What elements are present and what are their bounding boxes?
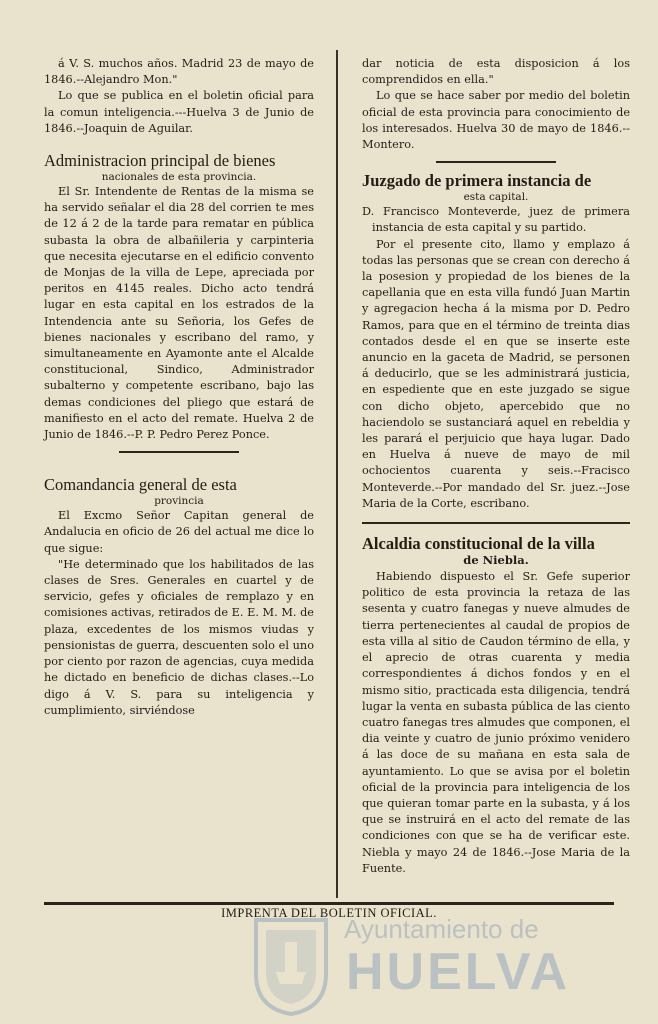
imprint-footer: IMPRENTA DEL BOLETIN OFICIAL. [221, 906, 437, 920]
section-subtitle: de Niebla. [463, 553, 529, 568]
left-column [44, 56, 314, 719]
right-column [362, 56, 630, 877]
section-subtitle: esta capital. [463, 191, 529, 204]
section-subtitle: nacionales de esta provincia. [101, 171, 257, 184]
watermark-line-1: Ayuntamiento de [344, 914, 539, 944]
section-title-juzgado: Juzgado de primera instancia de [362, 171, 592, 191]
watermark-line-2: HUELVA [346, 943, 571, 1001]
section-body: El Sr. Intendente de Rentas de la misma se ha servido señalar el dia 28 del corrien te mes de 12 á 2 de la tarde para rematar en pública subasta la obra de albañileria y carpinteria que necesita ejecutarse en el edificio convento de Monjas de la villa de Lepe, apreciada por peritos en 4145 reales. Dicho acto tendrá lugar en esta capital en los estrados de la Intendencia ante su Señoria, los Gefes de bienes nacionales y escribano del ramo, y simultaneamente en Ayamonte ante el Alcalde constitucional, Sindico, Administrador subalterno y competente escribano, bajo las demas condiciones del pliego que estará de manifiesto en el acto del remate. Huelva 2 de Junio de 1846.--P. P. Pedro Perez Ponce. [44, 185, 314, 442]
separator-rule [436, 161, 556, 163]
archive-watermark [252, 900, 658, 1024]
section-body: Por el presente cito, llamo y emplazo á todas las personas que se crean con derecho á la posesion y propiedad de los bienes de la capellania que en esta villa fundó Juan Martin y agregacion hecha á la misma por D. Pedro Ramos, para que en el término de treinta dias contados desde el en que se inserte este anuncio en la gaceta de Madrid, se personen á deducirlo, que se les administrará justicia, en espediente que en este juzgado se sigue con dicho objeto, apercebido que no haciendolo se sustanciará aquel en rebeldia y les parará el perjuicio que haya lugar. Dado en Huelva á nueve de mayo de mil ochocientos cuarenta y seis.--Fracisco Monteverde.--Por mandado del Sr. juez.--Jose Maria de la Corte, escribano. [362, 237, 630, 510]
section-body: "He determinado que los habilitados de las clases de Sres. Generales en cuartel y de servicio, gefes y oficiales de remplazo y en comisiones activas, retirados de E. E. M. M. de plaza, excedentes de los mismos viudas y pensionistas de guerra, descuenten solo el uno por ciento por razon de agencias, cuya medida he dictado en beneficio de dichas clases.--Lo digo á V. S. para su inteligencia y cumplimiento, sirviéndose [44, 557, 314, 717]
section-title-comandancia: Comandancia general de esta [44, 475, 237, 495]
continued-text: Lo que se publica en el boletin oficial para la comun inteligencia.---Huelva 3 de Junio de 1846.--Joaquin de Aguilar. [44, 89, 314, 135]
separator-rule [362, 522, 630, 524]
section-body: D. Francisco Monteverde, juez de primera instancia de esta capital y su partido. [362, 205, 630, 235]
column-divider [336, 50, 338, 898]
section-title-administracion: Administracion principal de bienes [44, 151, 276, 171]
continued-text: dar noticia de esta disposicion á los comprendidos en ella." [362, 57, 630, 87]
section-title-alcaldia: Alcaldia constitucional de la villa [362, 534, 595, 554]
section-subtitle: provincia [154, 495, 204, 508]
section-body: El Excmo Señor Capitan general de Andalucia en oficio de 26 del actual me dice lo que sigue: [44, 509, 314, 555]
continued-text: Lo que se hace saber por medio del boletin oficial de esta provincia para conocimiento de los interesados. Huelva 30 de mayo de 1846.--Montero. [362, 89, 630, 152]
section-body: Habiendo dispuesto el Sr. Gefe superior politico de esta provincia la retaza de las sesenta y cuatro fanegas y nueve almudes de tierra pertenecientes al caudal de propios de esta villa al sitio de Caudon término de ella, y el aprecio de otras cuarenta y media correspondientes á dichos fondos y en el mismo sitio, practicada esta diligencia, tendrá lugar la venta en subasta pública de las ciento cuatro fanegas tres almudes que componen, el dia veinte y cuatro de junio próximo venidero á las doce de su mañana en esta sala de ayuntamiento. Lo que se avisa por el boletin oficial de la provincia para inteligencia de los que quieran tomar parte en la subasta, y á los que se instruirá en el acto del remate de las condiciones con que se ha de verificar este. Niebla y mayo 24 de 1846.--Jose Maria de la Fuente. [362, 570, 630, 875]
city-seal-icon [252, 912, 330, 1016]
continued-text: á V. S. muchos años. Madrid 23 de mayo de 1846.--Alejandro Mon." [44, 57, 314, 87]
separator-rule [119, 451, 239, 453]
